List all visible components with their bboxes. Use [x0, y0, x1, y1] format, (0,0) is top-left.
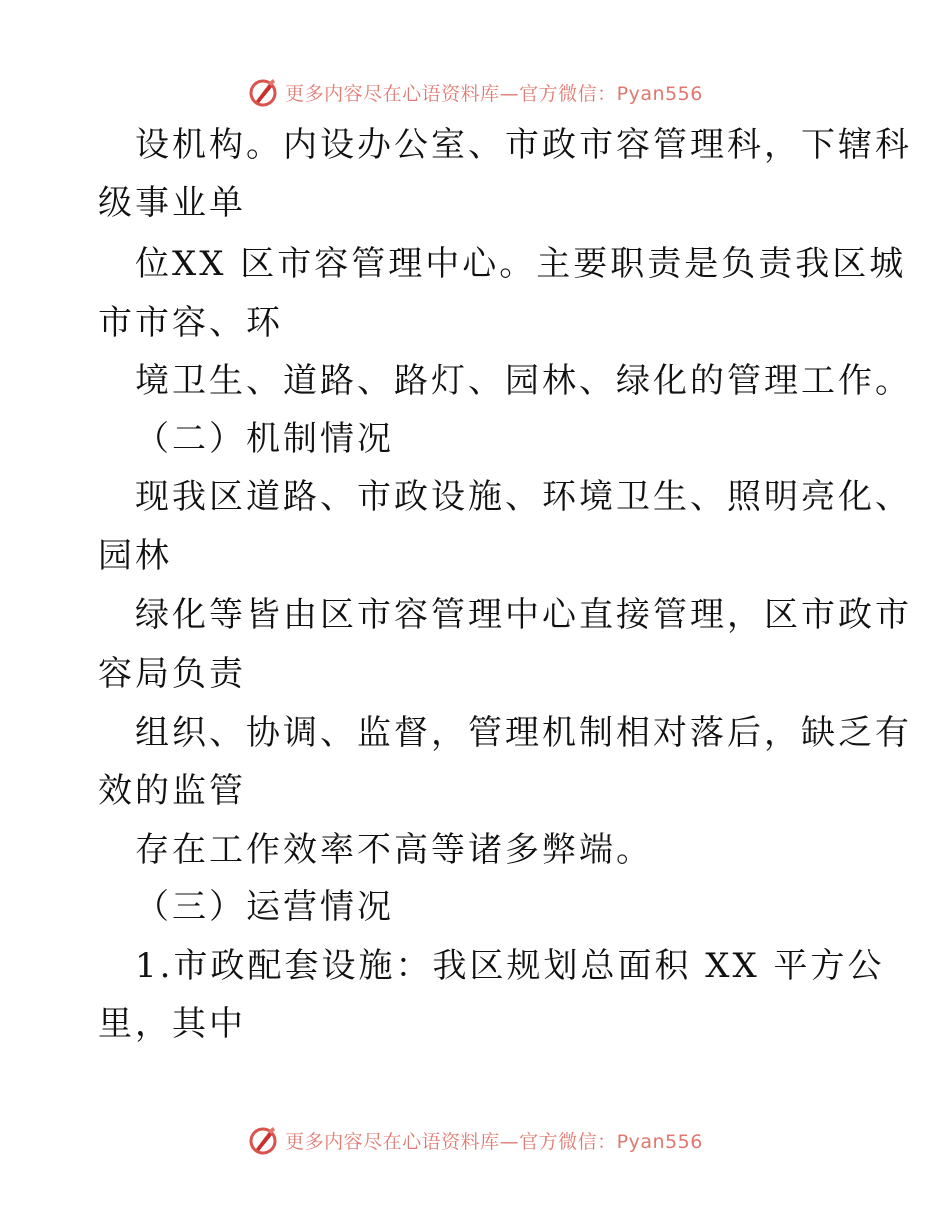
- body-line: 绿化等皆由区市容管理中心直接管理，区市政市: [135, 595, 912, 635]
- body-line: 容局负责: [98, 654, 246, 694]
- body-line: 市市容、环: [98, 303, 283, 343]
- body-line: 存在工作效率不高等诸多弊端。: [135, 830, 653, 870]
- pen-circle-logo-icon: [247, 1124, 279, 1156]
- body-line: 1.市政配套设施：我区规划总面积 XX 平方公: [135, 946, 885, 986]
- header-watermark: [0, 72, 950, 112]
- body-line: 现我区道路、市政设施、环境卫生、照明亮化、: [135, 477, 912, 517]
- body-line: 境卫生、道路、路灯、园林、绿化的管理工作。: [135, 361, 912, 401]
- body-line: 效的监管: [98, 771, 246, 811]
- body-line: 级事业单: [98, 183, 246, 223]
- watermark-text: 更多内容尽在心语资料库—官方微信：Pyan556: [285, 1130, 703, 1153]
- body-line: 园林: [98, 536, 172, 576]
- body-line: 设机构。内设办公室、市政市容管理科，下辖科: [135, 125, 912, 165]
- section-heading: （三）运营情况: [135, 887, 394, 927]
- section-heading: （二）机制情况: [135, 419, 394, 459]
- watermark-text: 更多内容尽在心语资料库—官方微信：Pyan556: [285, 82, 703, 105]
- pen-circle-logo-icon: [247, 76, 279, 108]
- footer-watermark: [0, 1120, 950, 1160]
- body-line: 位XX 区市容管理中心。主要职责是负责我区城: [135, 244, 907, 284]
- body-line: 组织、协调、监督，管理机制相对落后，缺乏有: [135, 713, 912, 753]
- body-line: 里，其中: [98, 1004, 246, 1044]
